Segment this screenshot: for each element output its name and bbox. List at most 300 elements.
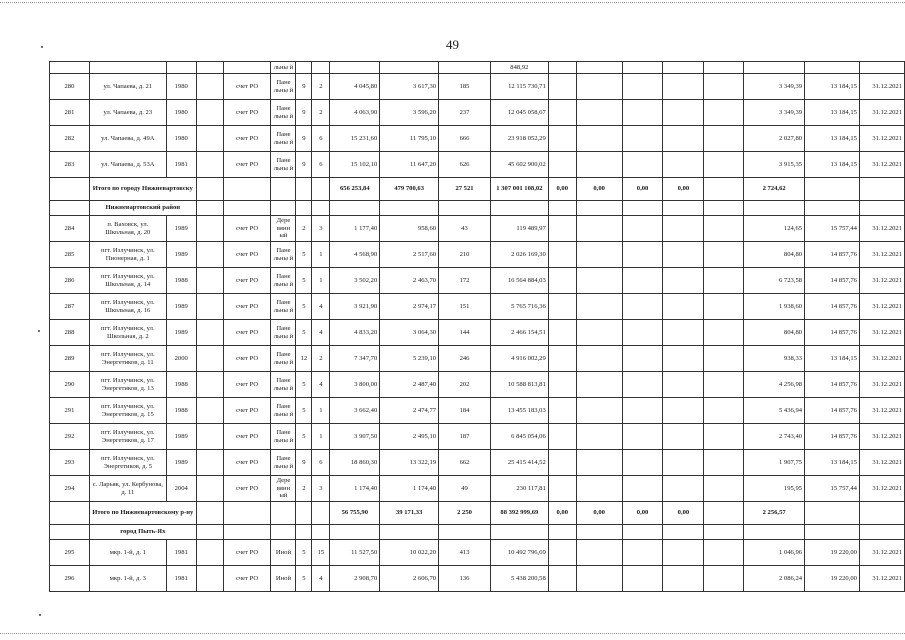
empty-cell: [704, 294, 744, 320]
cell-year: 1988: [166, 372, 196, 398]
empty-cell: [663, 346, 704, 372]
empty-cell: [576, 424, 622, 450]
total-cost: 88 392 999,69: [490, 502, 548, 525]
empty-cell: [622, 525, 663, 540]
cell-type: Пане льны й: [271, 152, 296, 178]
empty-cell: [576, 242, 622, 268]
cell-area: 3 502,20: [330, 268, 380, 294]
cell-year: 1980: [166, 126, 196, 152]
empty-cell: [312, 201, 330, 216]
cell-number: 280: [50, 74, 90, 100]
cell-date: 31.12.2021: [859, 372, 904, 398]
cell-year: 1989: [166, 216, 196, 242]
cell-cost-total: 12 115 730,71: [490, 74, 548, 100]
empty-cell: [548, 372, 576, 398]
empty-cell: [622, 320, 663, 346]
cell-specific-cost: 1 046,96: [744, 540, 805, 566]
cell-type: Пане льны й: [271, 320, 296, 346]
cell-area: 15 102,10: [330, 152, 380, 178]
cell-entrances: 15: [312, 540, 330, 566]
cell-cost-total: 5 765 716,36: [490, 294, 548, 320]
table-body: [50, 62, 905, 592]
empty-cell: [196, 242, 223, 268]
cell-area: 1 174,40: [330, 476, 380, 502]
empty-cell: [622, 242, 663, 268]
table-row: [50, 566, 905, 592]
empty-cell: [576, 268, 622, 294]
empty-cell: [622, 74, 663, 100]
cell-date: 31.12.2021: [859, 268, 904, 294]
cell-entrances: 4: [312, 372, 330, 398]
cell-date: 31.12.2021: [859, 152, 904, 178]
empty-cell: [548, 346, 576, 372]
cell-fund: счет РО: [223, 566, 271, 592]
empty-cell: [663, 540, 704, 566]
cell-people: 43: [439, 216, 491, 242]
cell-people: 666: [439, 126, 491, 152]
cell-floors: 5: [296, 540, 312, 566]
cell-max-cost: 19 220,00: [805, 566, 860, 592]
empty-cell: [548, 74, 576, 100]
cell-people: 49: [439, 476, 491, 502]
cell-floors: 5: [296, 566, 312, 592]
empty-cell: [663, 100, 704, 126]
cell-type: Иной: [271, 566, 296, 592]
total-area: 656 253,84: [330, 178, 380, 201]
cell-fund: счет РО: [223, 346, 271, 372]
cell-date: 31.12.2021: [859, 398, 904, 424]
table-row: [50, 268, 905, 294]
empty-cell: [704, 502, 744, 525]
empty-cell: [271, 502, 296, 525]
empty-cell: [704, 476, 744, 502]
cell-specific-cost: 195,95: [744, 476, 805, 502]
empty-cell: [663, 201, 704, 216]
empty-cell: [548, 398, 576, 424]
cell-number: 283: [50, 152, 90, 178]
cell-cost-total: 230 117,81: [490, 476, 548, 502]
empty-cell: [859, 502, 904, 525]
cell-floors: 9: [296, 126, 312, 152]
cell-date: 31.12.2021: [859, 242, 904, 268]
empty-cell: [548, 320, 576, 346]
table-row: [50, 126, 905, 152]
empty-cell: [576, 476, 622, 502]
empty-cell: [744, 201, 805, 216]
cell-address: с. Ларьяк, ул. Кербунова, д. 11: [89, 476, 166, 502]
cell-entrances: 1: [312, 424, 330, 450]
table-row: [50, 294, 905, 320]
cell-year: 1981: [166, 540, 196, 566]
cell-people: 151: [439, 294, 491, 320]
cell-fund: счет РО: [223, 372, 271, 398]
total-row: [50, 502, 905, 525]
empty-cell: [704, 450, 744, 476]
cell-cost-total: 848,92: [490, 62, 548, 74]
cell-date: 31.12.2021: [859, 566, 904, 592]
empty-cell: [196, 372, 223, 398]
empty-cell: [548, 126, 576, 152]
cell-area-residential: 1 174,40: [380, 476, 439, 502]
cell-entrances: 3: [312, 476, 330, 502]
cell-year: 1981: [166, 566, 196, 592]
total-label: Итого по городу Нижневартовску: [89, 178, 196, 201]
empty-cell: [548, 424, 576, 450]
empty-cell: [223, 178, 271, 201]
empty-cell: [50, 201, 90, 216]
table-row: [50, 372, 905, 398]
cell-date: 31.12.2021: [859, 540, 904, 566]
cell-fund: счет РО: [223, 268, 271, 294]
cell-type: Пане льны й: [271, 346, 296, 372]
empty-cell: [196, 566, 223, 592]
cell-area-residential: 11 647,20: [380, 152, 439, 178]
cell-max-cost: 13 184,15: [805, 100, 860, 126]
empty-cell: [704, 320, 744, 346]
total-col-4: 0,00: [663, 502, 704, 525]
cell-fund: счет РО: [223, 242, 271, 268]
cell-fund: счет РО: [223, 450, 271, 476]
empty-cell: [196, 201, 223, 216]
cell-max-cost: 14 857,76: [805, 268, 860, 294]
table-row-partial: [50, 62, 905, 74]
cell-area-residential: 11 795,10: [380, 126, 439, 152]
total-label: Итого по Нижневартовскому р-ну: [89, 502, 196, 525]
empty-cell: [548, 268, 576, 294]
cell-number: 287: [50, 294, 90, 320]
cell-address: пгт. Излучинск, ул. Энергетиков, д. 15: [89, 398, 166, 424]
cell-year: 2004: [166, 476, 196, 502]
empty-cell: [548, 566, 576, 592]
cell-entrances: 6: [312, 152, 330, 178]
cell-cost-total: 10 492 796,69: [490, 540, 548, 566]
empty-cell: [704, 398, 744, 424]
cell-address: пгт. Излучинск, ул. Школьная, д. 14: [89, 268, 166, 294]
empty-cell: [859, 525, 904, 540]
cell-year: 1989: [166, 320, 196, 346]
cell-specific-cost: 3 349,39: [744, 74, 805, 100]
total-col-2: 0,00: [576, 502, 622, 525]
empty-cell: [196, 126, 223, 152]
cell-cost-total: 23 918 052,29: [490, 126, 548, 152]
empty-cell: [704, 100, 744, 126]
table-row: [50, 152, 905, 178]
empty-cell: [312, 502, 330, 525]
empty-cell: [223, 201, 271, 216]
cell-specific-cost: 1 907,75: [744, 450, 805, 476]
empty-cell: [548, 450, 576, 476]
cell-people: 662: [439, 450, 491, 476]
empty-cell: [196, 268, 223, 294]
cell-floors: 5: [296, 320, 312, 346]
section-title: Нижневартовский район: [89, 201, 196, 216]
cell-fund: счет РО: [223, 152, 271, 178]
empty-cell: [622, 268, 663, 294]
cell-entrances: 2: [312, 346, 330, 372]
empty-cell: [296, 525, 312, 540]
empty-cell: [196, 100, 223, 126]
cell-specific-cost: 2 027,80: [744, 126, 805, 152]
cell-cost-total: 16 564 884,03: [490, 268, 548, 294]
cell-floors: 5: [296, 294, 312, 320]
cell-year: 1989: [166, 242, 196, 268]
cell-date: 31.12.2021: [859, 126, 904, 152]
total-col-1: 0,00: [548, 178, 576, 201]
cell-area-residential: 2 974,17: [380, 294, 439, 320]
cell-date: 31.12.2021: [859, 320, 904, 346]
table-row: [50, 476, 905, 502]
cell-specific-cost: 1 938,60: [744, 294, 805, 320]
cell-number: 290: [50, 372, 90, 398]
total-row: [50, 178, 905, 201]
cell-entrances: 4: [312, 294, 330, 320]
cell-area: 11 527,50: [330, 540, 380, 566]
cell-number: 282: [50, 126, 90, 152]
empty-cell: [196, 502, 223, 525]
cell-type: Пане льны й: [271, 268, 296, 294]
empty-cell: [704, 152, 744, 178]
cell-people: 210: [439, 242, 491, 268]
cell-specific-cost: 3 915,35: [744, 152, 805, 178]
empty-cell: [548, 294, 576, 320]
cell-number: 281: [50, 100, 90, 126]
cell-entrances: 3: [312, 216, 330, 242]
empty-cell: [576, 216, 622, 242]
cell-people: 626: [439, 152, 491, 178]
empty-cell: [196, 216, 223, 242]
total-area-residential: 39 171,33: [380, 502, 439, 525]
total-col-2: 0,00: [576, 178, 622, 201]
section-header-row: [50, 201, 905, 216]
top-scan-border: [0, 2, 905, 3]
cell-number: 293: [50, 450, 90, 476]
empty-cell: [704, 346, 744, 372]
cell-year: 1980: [166, 100, 196, 126]
cell-address: пгт. Излучинск, ул. Пионерная, д. 1: [89, 242, 166, 268]
cell-specific-cost: 5 436,94: [744, 398, 805, 424]
empty-cell: [330, 525, 380, 540]
empty-cell: [490, 201, 548, 216]
cell-floors: 9: [296, 100, 312, 126]
empty-cell: [622, 372, 663, 398]
empty-cell: [576, 566, 622, 592]
cell-cost-total: 45 602 900,02: [490, 152, 548, 178]
cell-type: Пане льны й: [271, 100, 296, 126]
cell-area-residential: 13 322,19: [380, 450, 439, 476]
cell-max-cost: 14 857,76: [805, 398, 860, 424]
empty-cell: [704, 201, 744, 216]
empty-cell: [663, 126, 704, 152]
total-col-1: 0,00: [548, 502, 576, 525]
cell-number: 289: [50, 346, 90, 372]
cell-fund: счет РО: [223, 540, 271, 566]
cell-floors: 2: [296, 216, 312, 242]
empty-cell: [576, 372, 622, 398]
cell-max-cost: 15 757,44: [805, 476, 860, 502]
cell-fund: счет РО: [223, 74, 271, 100]
cell-floors: 5: [296, 372, 312, 398]
cell-address: ул. Чапаева, д. 49А: [89, 126, 166, 152]
empty-cell: [622, 346, 663, 372]
empty-cell: [576, 294, 622, 320]
empty-cell: [622, 201, 663, 216]
cell-entrances: 2: [312, 100, 330, 126]
table-row: [50, 74, 905, 100]
cell-type: Дере вянн ый: [271, 476, 296, 502]
cell-entrances: 1: [312, 268, 330, 294]
cell-people: 185: [439, 74, 491, 100]
cell-address: мкр. 1-й, д. 1: [89, 540, 166, 566]
cell-area: 18 860,30: [330, 450, 380, 476]
cell-area: 3 662,40: [330, 398, 380, 424]
empty-cell: [196, 178, 223, 201]
empty-cell: [296, 502, 312, 525]
empty-cell: [663, 450, 704, 476]
empty-cell: [196, 152, 223, 178]
empty-cell: [622, 398, 663, 424]
cell-type: Пане льны й: [271, 126, 296, 152]
cell-people: 136: [439, 566, 491, 592]
total-col-4: 0,00: [663, 178, 704, 201]
cell-number: 292: [50, 424, 90, 450]
cell-specific-cost: 2 743,40: [744, 424, 805, 450]
empty-cell: [704, 74, 744, 100]
cell-people: 144: [439, 320, 491, 346]
cell-max-cost: 13 184,15: [805, 346, 860, 372]
cell-fund: счет РО: [223, 398, 271, 424]
empty-cell: [50, 525, 90, 540]
cell-entrances: 1: [312, 242, 330, 268]
empty-cell: [196, 294, 223, 320]
cell-fund: счет РО: [223, 320, 271, 346]
empty-cell: [196, 320, 223, 346]
empty-cell: [663, 216, 704, 242]
empty-cell: [663, 372, 704, 398]
cell-cost-total: 4 916 002,29: [490, 346, 548, 372]
empty-cell: [439, 201, 491, 216]
empty-cell: [663, 294, 704, 320]
cell-number: 291: [50, 398, 90, 424]
cell-people: 184: [439, 398, 491, 424]
total-specific-cost: 2 256,57: [744, 502, 805, 525]
cell-fund: счет РО: [223, 294, 271, 320]
cell-cost-total: 5 438 200,58: [490, 566, 548, 592]
cell-max-cost: 14 857,76: [805, 294, 860, 320]
cell-floors: 12: [296, 346, 312, 372]
cell-cost-total: 25 415 414,52: [490, 450, 548, 476]
cell-max-cost: 13 184,15: [805, 152, 860, 178]
cell-area-residential: 3 596,20: [380, 100, 439, 126]
cell-number: 284: [50, 216, 90, 242]
cell-area: 4 063,90: [330, 100, 380, 126]
cell-address: ул. Чапаева, д. 21: [89, 74, 166, 100]
empty-cell: [548, 525, 576, 540]
cell-number: 296: [50, 566, 90, 592]
cell-specific-cost: 4 256,98: [744, 372, 805, 398]
cell-fund: счет РО: [223, 126, 271, 152]
cell-specific-cost: 938,33: [744, 346, 805, 372]
cell-entrances: 4: [312, 320, 330, 346]
cell-area: 3 907,50: [330, 424, 380, 450]
empty-cell: [271, 525, 296, 540]
cell-specific-cost: 6 723,58: [744, 268, 805, 294]
cell-area-residential: 2 463,70: [380, 268, 439, 294]
cell-floors: 5: [296, 398, 312, 424]
cell-fund: счет РО: [223, 216, 271, 242]
cell-type: Пане льны й: [271, 398, 296, 424]
cell-address: ул. Чапаева, д. 53А: [89, 152, 166, 178]
empty-cell: [622, 566, 663, 592]
empty-cell: [196, 450, 223, 476]
empty-cell: [704, 268, 744, 294]
empty-cell: [663, 424, 704, 450]
total-cost: 1 307 001 108,02: [490, 178, 548, 201]
cell-year: 1981: [166, 152, 196, 178]
cell-area-residential: 3 064,30: [380, 320, 439, 346]
empty-cell: [196, 398, 223, 424]
cell-year: 1989: [166, 450, 196, 476]
cell-cost-total: 13 455 183,03: [490, 398, 548, 424]
cell-floors: 9: [296, 152, 312, 178]
empty-cell: [223, 525, 271, 540]
empty-cell: [704, 242, 744, 268]
table-row: [50, 450, 905, 476]
empty-cell: [196, 525, 223, 540]
table-row: [50, 242, 905, 268]
cell-year: 1988: [166, 398, 196, 424]
cell-address: мкр. 1-й, д. 3: [89, 566, 166, 592]
empty-cell: [439, 525, 491, 540]
cell-specific-cost: 804,80: [744, 242, 805, 268]
empty-cell: [296, 201, 312, 216]
cell-area: 15 231,60: [330, 126, 380, 152]
cell-number: 285: [50, 242, 90, 268]
table-row: [50, 100, 905, 126]
empty-cell: [312, 178, 330, 201]
cell-number: 288: [50, 320, 90, 346]
empty-cell: [622, 476, 663, 502]
cell-floors: 9: [296, 74, 312, 100]
empty-cell: [704, 216, 744, 242]
empty-cell: [805, 178, 860, 201]
empty-cell: [622, 152, 663, 178]
empty-cell: [663, 152, 704, 178]
cell-date: 31.12.2021: [859, 424, 904, 450]
cell-max-cost: 13 184,15: [805, 450, 860, 476]
table-row: [50, 216, 905, 242]
empty-cell: [663, 525, 704, 540]
cell-floors: 5: [296, 424, 312, 450]
cell-type: Дере вянн ый: [271, 216, 296, 242]
cell-address: пгт. Излучинск, ул. Энергетиков, д. 13: [89, 372, 166, 398]
cell-people: 172: [439, 268, 491, 294]
empty-cell: [576, 450, 622, 476]
table-row: [50, 346, 905, 372]
empty-cell: [576, 152, 622, 178]
empty-cell: [548, 100, 576, 126]
cell-area: 4 568,90: [330, 242, 380, 268]
table-row: [50, 398, 905, 424]
empty-cell: [805, 201, 860, 216]
empty-cell: [663, 566, 704, 592]
cell-area-residential: 2 487,40: [380, 372, 439, 398]
empty-cell: [576, 398, 622, 424]
empty-cell: [576, 74, 622, 100]
empty-cell: [622, 126, 663, 152]
cell-cost-total: 10 588 813,81: [490, 372, 548, 398]
section-header-row: [50, 525, 905, 540]
cell-date: 31.12.2021: [859, 294, 904, 320]
